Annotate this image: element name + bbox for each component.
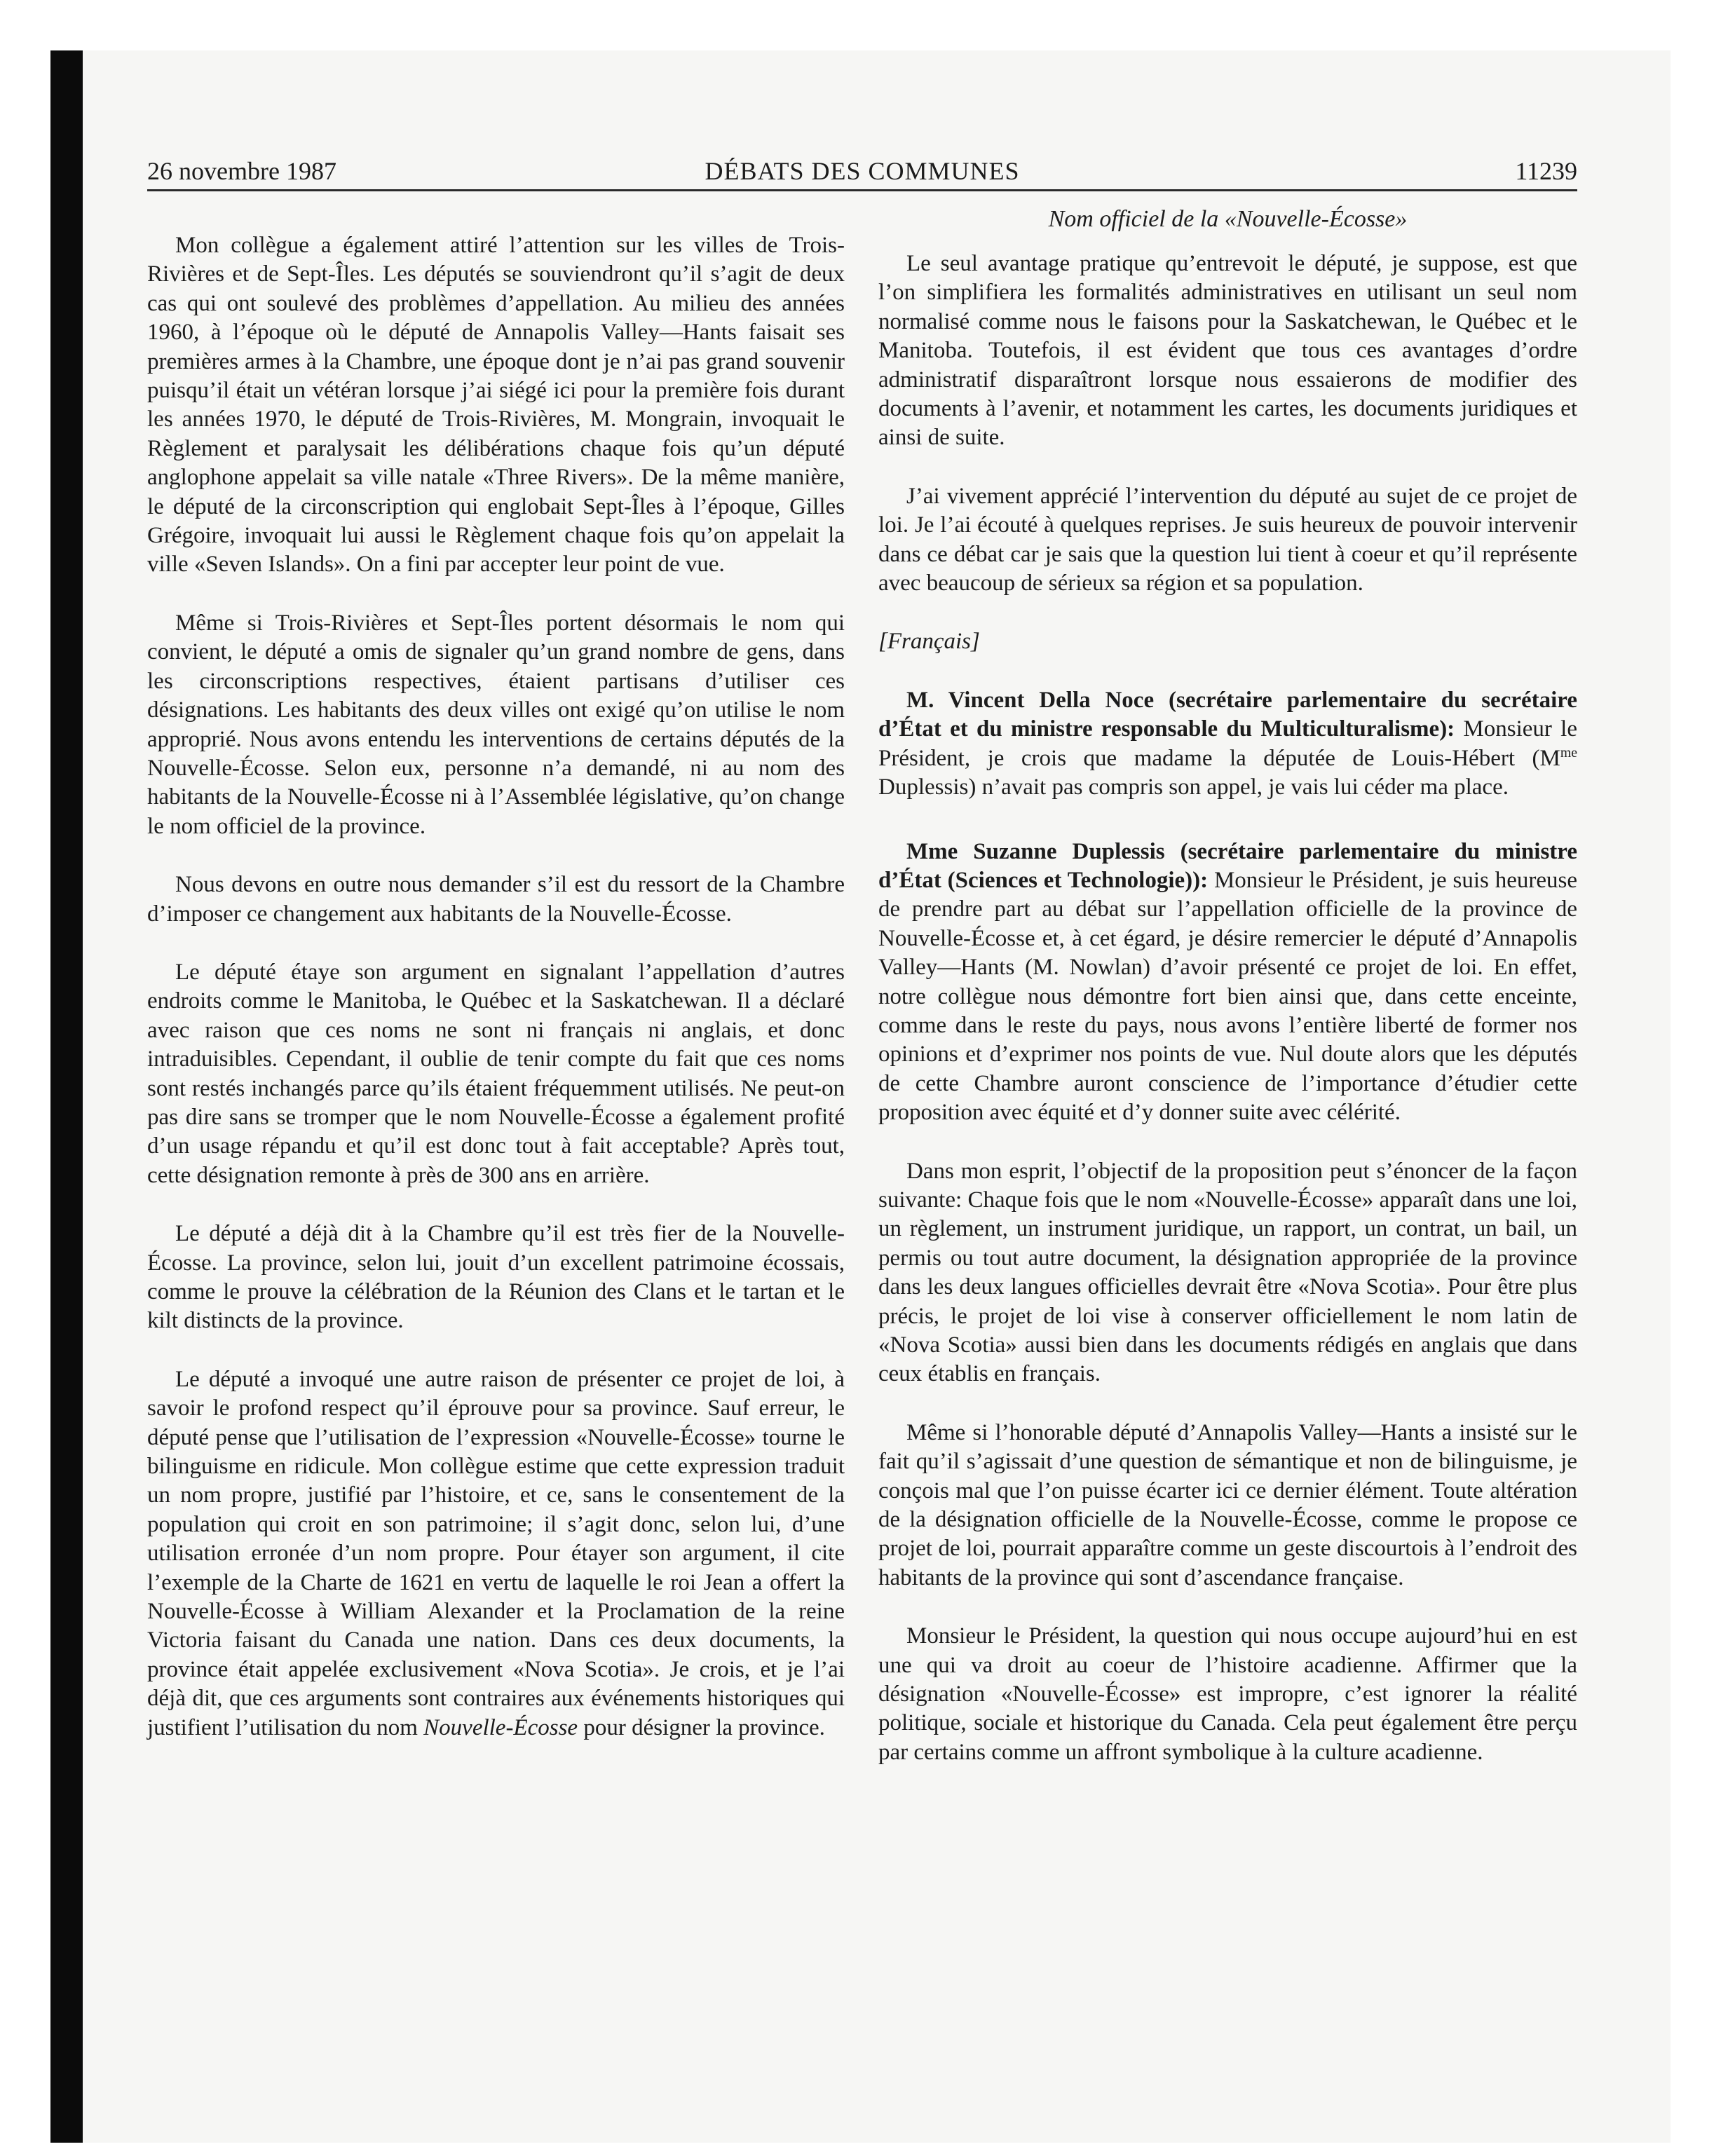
paragraph: Nous devons en outre nous demander s’il est du ressort de la Chambre d’imposer ce changement aux habitants de la Nouvelle-Écosse. (147, 872, 845, 927)
speaker-paragraph (878, 838, 1577, 1128)
paragraph-text: pour désigner la province. (578, 1714, 825, 1740)
paragraph: Monsieur le Président, la question qui nous occupe aujourd’hui en est une qui va droit au coeur de l’histoire acadienne. Affirmer que la désignation «Nouvelle-Écosse» est impropre, c’est ignorer la réalité politique, sociale et historique du Canada. Cela peut également être perçu par certains comme un affront symbolique à la culture acadienne. (878, 1623, 1577, 1765)
paragraph-text: Monsieur le Président, je suis heureuse de prendre part au débat sur l’appellation officielle de la province de Nouvelle-Écosse et, à cet égard, je désire remercier le député d’Annapolis Valley—Hants (M. Nowlan) d’avoir présenté ce projet de loi. En effet, notre collègue nous démontre fort bien ainsi que, dans cette enceinte, comme dans le reste du pays, nous avons l’entière liberté de former nos opinions et d’exprimer nos points de vue. Nul doute alors que les députés de cette Chambre auront conscience de l’importance d’étudier cette proposition avec équité et d’y donner suite avec célérité. (878, 867, 1577, 1126)
language-tag: [Français] (878, 629, 980, 655)
paragraph-text: Monsieur le Président, je crois que madame la députée de Louis-Hébert (M (878, 716, 1577, 771)
paragraph: Dans mon esprit, l’objectif de la proposition peut s’énoncer de la façon suivante: Chaque fois que le nom «Nouvelle-Écosse» apparaît dans une loi, un règlement, un instrument juridique, un rapport, un contrat, un bail, un permis ou tout autre document, la désignation appropriée de la province dans les deux langues officielles devrait être «Nova Scotia». Pour être plus précis, le projet de loi vise à conserver officiellement le nom latin de «Nova Scotia» aussi bien dans les documents rédigés en anglais que dans ceux établis en français. (878, 1158, 1577, 1387)
header-page-number: 11239 (1515, 157, 1577, 185)
paragraph: Même si Trois-Rivières et Sept-Îles portent désormais le nom qui convient, le député a omis de signaler qu’un grand nombre de gens, dans les circonscriptions respectives, étaient partisans d’utiliser ces désignations. Les habitants des deux villes ont exigé qu’on utilise le nom approprié. Nous avons entendu les interventions de certains députés de la Nouvelle-Écosse. Selon eux, personne n’a demandé, ni au nom des habitants de la Nouvelle-Écosse ni à l’Assemblée législative, qu’on change le nom officiel de la province. (147, 610, 845, 839)
paragraph: Le seul avantage pratique qu’entrevoit le député, je suppose, est que l’on simplifiera les formalités administratives en utilisant un seul nom normalisé comme nous le faisons pour la Saskatchewan, le Québec et le Manitoba. Toutefois, il est évident que tous ces avantages d’ordre administratif disparaîtront lorsque nous essaierons de modifier des documents à l’avenir, et notamment les cartes, les documents juridiques et ainsi de suite. (878, 251, 1577, 451)
paragraph: J’ai vivement apprécié l’intervention du député au sujet de ce projet de loi. Je l’ai écouté à quelques reprises. Je suis heureux de pouvoir intervenir dans ce débat car je sais que la question lui tient à coeur et qu’il représente avec beaucoup de sérieux sa région et sa population. (878, 483, 1577, 596)
paragraph: Le député étaye son argument en signalant l’appellation d’autres endroits comme le Manitoba, le Québec et la Saskatchewan. Il a déclaré avec raison que ces noms ne sont ni français ni anglais, et donc intraduisibles. Cependant, il oublie de tenir compte du fait que ces noms sont restés inchangés parce qu’ils étaient fréquemment utilisés. Ne peut-on pas dire sans se tromper que le nom Nouvelle-Écosse a également profité d’un usage répandu et qu’il est donc tout à fait acceptable? Après tout, cette désignation remonte à près de 300 ans en arrière. (147, 959, 845, 1188)
italic-term: Nouvelle-Écosse (423, 1714, 578, 1740)
left-column (147, 205, 845, 1742)
paragraph: Mon collègue a également attiré l’attention sur les villes de Trois-Rivières et de Sept-Îles. Les députés se souviendront qu’il s’agit de deux cas qui ont soulevé des problèmes d’appellation. Au milieu des années 1960, à l’époque où le député de Annapolis Valley—Hants faisait ses premières armes à la Chambre, une époque dont je n’ai pas grand souvenir puisqu’il était un vétéran lorsque j’ai siégé ici pour la première fois durant les années 1970, le député de Trois-Rivières, M. Mongrain, invoquait le Règlement et paralysait les délibérations chaque fois qu’un député anglophone appelait sa ville natale «Three Rivers». De la même manière, le député de la circonscription qui englobait Sept-Îles à l’époque, Gilles Grégoire, invoquait lui aussi le Règlement chaque fois qu’on appelait la ville «Seven Islands». On a fini par accepter leur point de vue. (147, 233, 845, 578)
section-heading: Nom officiel de la «Nouvelle-Écosse» (1048, 206, 1408, 232)
paragraph-text: Le député a invoqué une autre raison de présenter ce projet de loi, à savoir le profond respect qu’il éprouve pour sa province. Sauf erreur, le député pense que l’utilisation de l’expression «Nouvelle-Écosse» tourne le bilinguisme en ridicule. Mon collègue estime que cette expression traduit un nom propre, justifié par l’histoire, et ce, sans le consentement de la population qui croit en son patrimoine; il s’agit donc, selon lui, d’une utilisation erronée d’un nom propre. Pour étayer son argument, il cite l’exemple de la Charte de 1621 en vertu de laquelle le roi Jean a offert la Nouvelle-Écosse à William Alexander et la Proclamation de la reine Victoria faisant du Canada une nation. Dans ces deux documents, la province était appelée exclusivement «Nova Scotia». Je crois, et je l’ai déjà dit, que ces arguments sont contraires aux événements historiques qui justifient l’utilisation du nom (147, 1366, 845, 1740)
page-header (147, 153, 1577, 191)
paragraph (147, 1365, 845, 1742)
speaker-paragraph (878, 686, 1577, 803)
speaker-name: Mme Suzanne Duplessis (secrétaire parlementaire du ministre d’État (Sciences et Technologie)): (878, 838, 1577, 893)
paragraph-text: Duplessis) n’avait pas compris son appel, je vais lui céder ma place. (878, 775, 1509, 800)
paragraph: Même si l’honorable député d’Annapolis Valley—Hants a insisté sur le fait qu’il s’agissait d’une question de sémantique et non de bilinguisme, je conçois mal que l’on puisse écarter ici ce dernier élément. Toute altération de la désignation officielle de la Nouvelle-Écosse, comme le propose ce projet de loi, pourrait apparaître comme un geste discourtois à l’endroit des habitants de la province qui sont d’ascendance française. (878, 1419, 1577, 1590)
header-date: 26 novembre 1987 (147, 157, 336, 185)
speaker-name: M. Vincent Della Noce (secrétaire parlementaire du secrétaire d’État et du ministre responsable du Multiculturalisme): (878, 687, 1577, 742)
header-title: DÉBATS DES COMMUNES (705, 157, 1020, 185)
paragraph: Le député a déjà dit à la Chambre qu’il est très fier de la Nouvelle-Écosse. La province, selon lui, jouit d’un excellent patrimoine écossais, comme le prouve la célébration de la Réunion des Clans et le tartan et le kilt distincts de la province. (147, 1221, 845, 1334)
superscript: me (1560, 744, 1577, 760)
scan-edge-bar (50, 50, 83, 2143)
right-column (878, 205, 1577, 1767)
